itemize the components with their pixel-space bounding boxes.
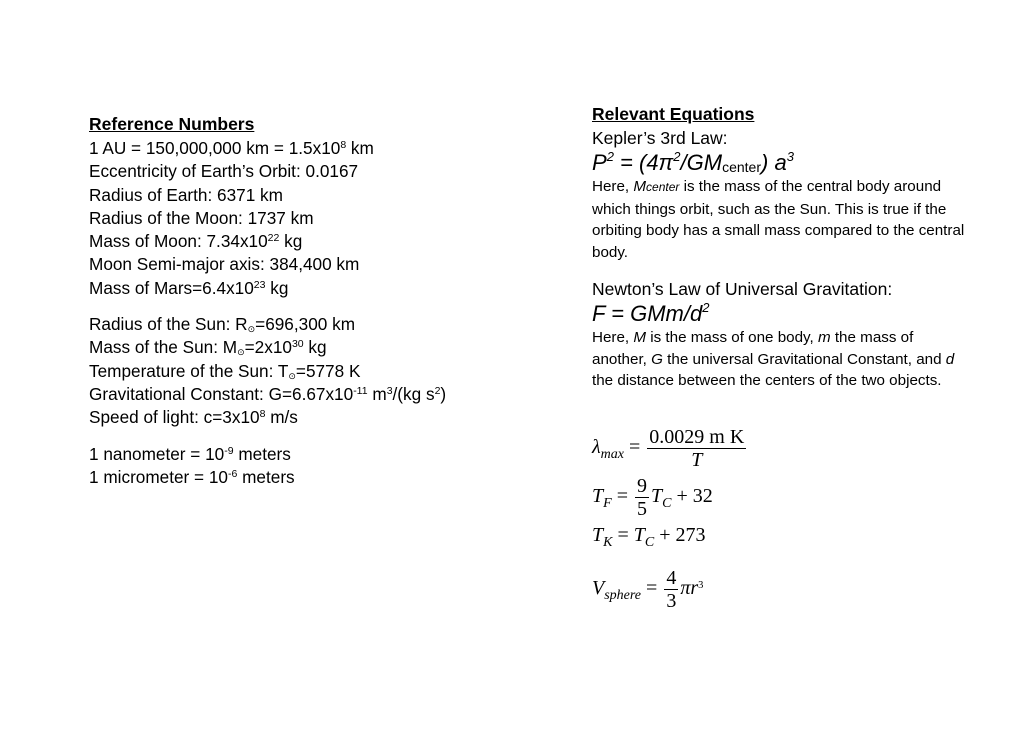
wien-fraction: $\frac{\text{0.0029 m K}}{T}$ [649,426,745,471]
newton-formula: F = GMm/$d^2$ [592,300,710,326]
micrometer-line: 1 micrometer = $10^{-6}$ meters [89,466,295,487]
radius-moon-line: Radius of the Moon: 1737 km [89,207,314,228]
mass-moon-line: Mass of Moon: $7.34x10^{22}$ kg [89,231,303,252]
moon-semimajor-line: Moon Semi-major axis: 384,400 km [89,254,360,275]
radius-earth-line: Radius of Earth: 6371 km [89,184,283,205]
fahrenheit-fraction: $\frac{9}{5}$ [636,475,647,520]
equations-heading: Relevant Equations [592,104,755,124]
sun-symbol-icon: ⊙ [288,370,296,381]
wien-equation: $\lambda_{max}$ = $\frac{\text{0.0029 m K}}{T}$ [592,426,745,471]
sun-symbol-icon: ⊙ [237,347,245,358]
eccentricity-line: Eccentricity of Earth’s Orbit: 0.0167 [89,161,359,182]
nanometer-line: 1 nanometer = $10^{-9}$ meters [89,443,291,464]
reference-numbers-section [89,114,559,489]
mass-mars-line: Mass of $Mars=6.4x10^{23}$ kg [89,277,289,298]
reference-heading: Reference Numbers [89,114,255,134]
spacer [89,430,559,443]
newton-label: Newton’s Law of Universal Gravitation: [592,279,893,299]
relevant-equations-section [592,104,972,392]
sphere-fraction: $\frac{4}{3}$ [666,567,677,612]
newton-note: Here, M is the mass of one body, m the mass of another, G the universal Gravitational Constant, and d the distance between the centers of the two objects. [592,329,955,389]
kepler-formula: $P^2$ = $(4\pi^2/GMcenter)$ $a^3$ [592,149,794,175]
kepler-note: Here, Mcenter is the mass of the central body around which things orbit, such as the Sun. This is true if the orbiting body has a small mass compared to the central body. [592,178,965,261]
sphere-volume-equation: $V_{sphere}$ = $\frac{4}{3}$ $\pi r^3$ [592,567,704,612]
spacer [89,300,559,313]
temp-sun-line: Temperature of the Sun: T⊙=5778 K [89,360,361,381]
au-line: 1 AU = 150,000,000 km = $1.5x10^8$ km [89,138,374,158]
radius-sun-line: Radius of the Sun: R⊙=696,300 km [89,314,356,335]
grav-const-line: Gravitational Constant: $G=6.67x10^{-11}$ $m^3/(kg$ $s^2$) [89,383,447,404]
mass-sun-line: Mass of the Sun: $M⊙=2x10^{30}$ kg [89,337,327,358]
kepler-label: Kepler’s 3rd Law: [592,128,728,148]
spacer [592,263,972,278]
kelvin-equation: $T_K = T_C + 273$ [592,524,706,550]
speed-light-line: Speed of light: $c=3x10^8$ m/s [89,407,298,428]
sun-symbol-icon: ⊙ [247,324,256,335]
fahrenheit-equation: $T_F$ = $\frac{9}{5}$ $T_C + 32$ [592,475,713,520]
